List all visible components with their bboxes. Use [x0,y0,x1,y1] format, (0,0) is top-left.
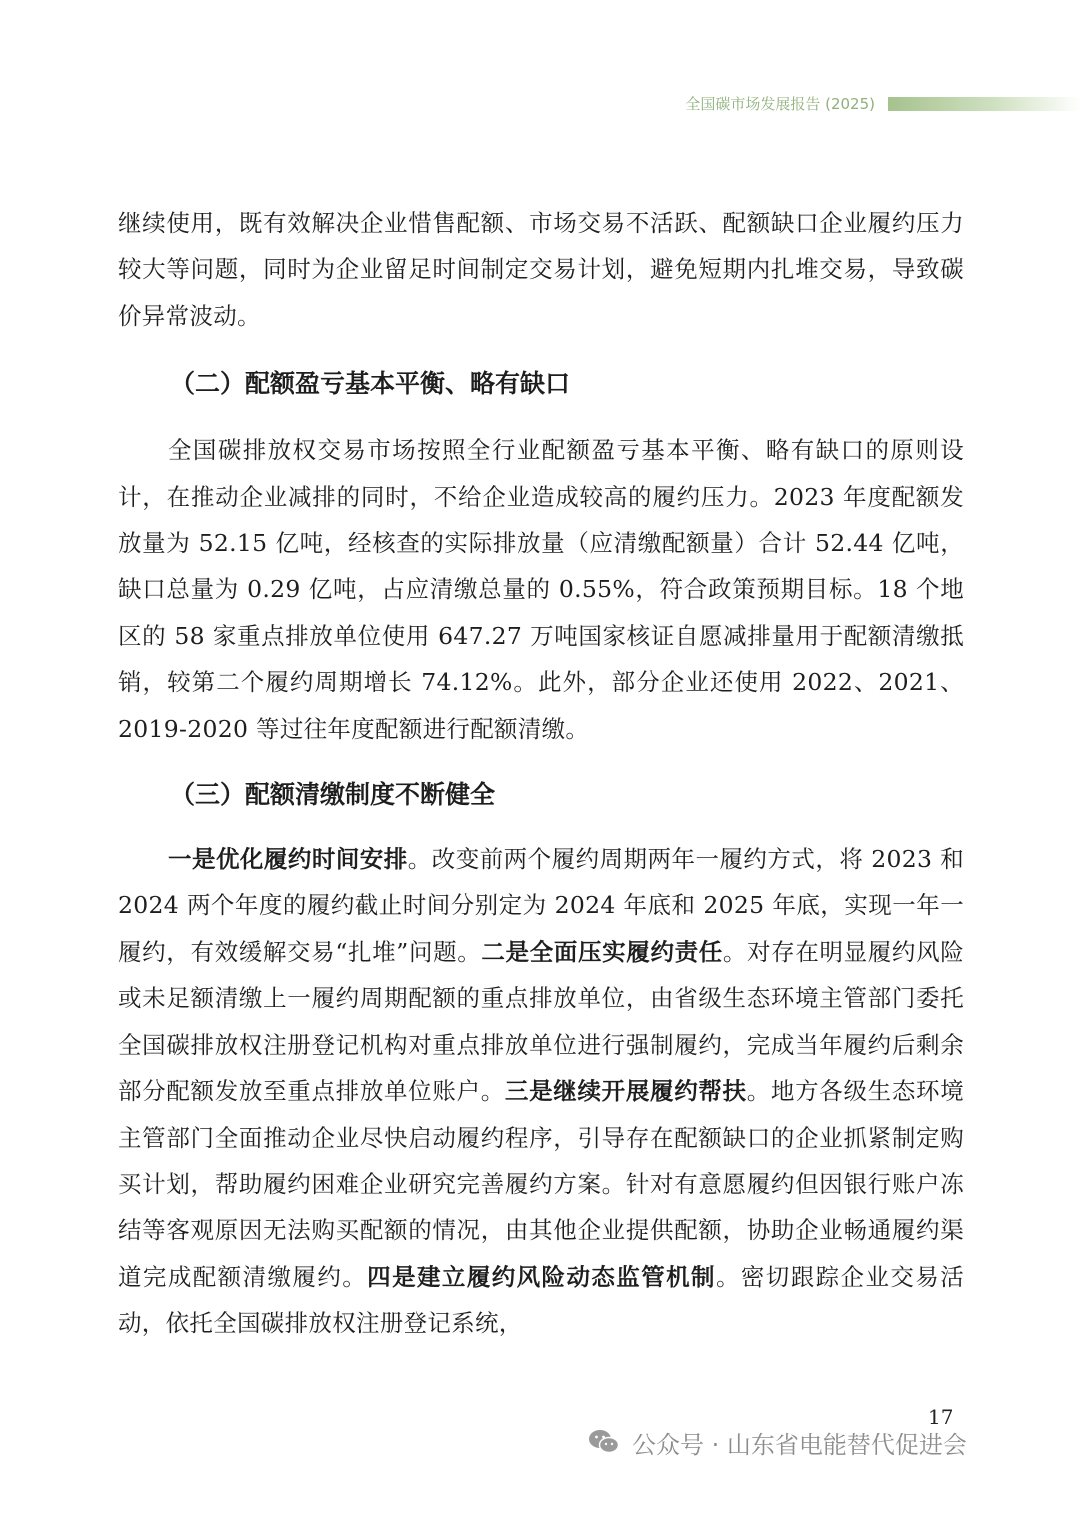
wechat-icon [588,1428,620,1456]
text-point-1: 。改变前两个履约周期两年一履约方式，将 2023 和 2024 两个年度的履约截止时间分别定为 2024 年底和 2025 年底，实现一年一履约，有效缓解交易“扎堆”问题。 [118,845,965,966]
text-point-4: 。密切跟踪企业交易活动，依托全国碳排放权注册登记系统， [118,1262,965,1338]
header-accent-bar [888,97,1080,111]
page-header [0,92,1080,116]
bold-point-1: 一是优化履约时间安排 [168,845,408,874]
watermark-text: 公众号 · 山东省电能替代促进会 [632,1430,967,1459]
paragraph-compliance-system [118,836,964,1346]
paragraph-quota-balance: 全国碳排放权交易市场按照全行业配额盈亏基本平衡、略有缺口的原则设计，在推动企业减排的同时，不给企业造成较高的履约压力。2023 年度配额发放量为 52.15 亿吨，经核查的实际排放量（应清缴配额量）合计 52.44 亿吨，缺口总量为 0.29 亿吨，占应清缴总量的 0.55%，符合政策预期目标。18 个地区的 58 家重点排放单位使用 647.27 万吨国家核证自愿减排量用于配额清缴抵销，较第二个履约周期增长 74.12%。此外，部分企业还使用 2022、2021、2019-2020 等过往年度配额进行配额清缴。 [118,436,964,743]
paragraph-continuation: 继续使用，既有效解决企业惜售配额、市场交易不活跃、配额缺口企业履约压力较大等问题，同时为企业留足时间制定交易计划，避免短期内扎堆交易，导致碳价异常波动。 [118,209,964,330]
text-point-3: 。地方各级生态环境主管部门全面推动企业尽快启动履约程序，引导存在配额缺口的企业抓紧制定购买计划，帮助履约困难企业研究完善履约方案。针对有意愿履约但因银行账户冻结等客观原因无法购买配额的情况，由其他企业提供配额，协助企业畅通履约渠道完成配额清缴履约。 [118,1077,965,1291]
text-point-2: 。对存在明显履约风险或未足额清缴上一履约周期配额的重点排放单位，由省级生态环境主管部门委托全国碳排放权注册登记机构对重点排放单位进行强制履约，完成当年履约后剩余部分配额发放至重点排放单位账户。 [118,937,965,1106]
header-title: 全国碳市场发展报告 (2025) [685,95,875,113]
report-body [118,200,964,1347]
section-heading-2: （二）配额盈亏基本平衡、略有缺口 [170,369,571,399]
bold-point-4: 四是建立履约风险动态监管机制 [367,1262,716,1291]
section-heading-3: （三）配额清缴制度不断健全 [170,780,496,810]
wechat-watermark [588,1422,967,1462]
page-number: 17 [928,1405,954,1429]
bold-point-2: 二是全面压实履约责任 [481,937,723,966]
bold-point-3: 三是继续开展履约帮扶 [504,1077,747,1106]
